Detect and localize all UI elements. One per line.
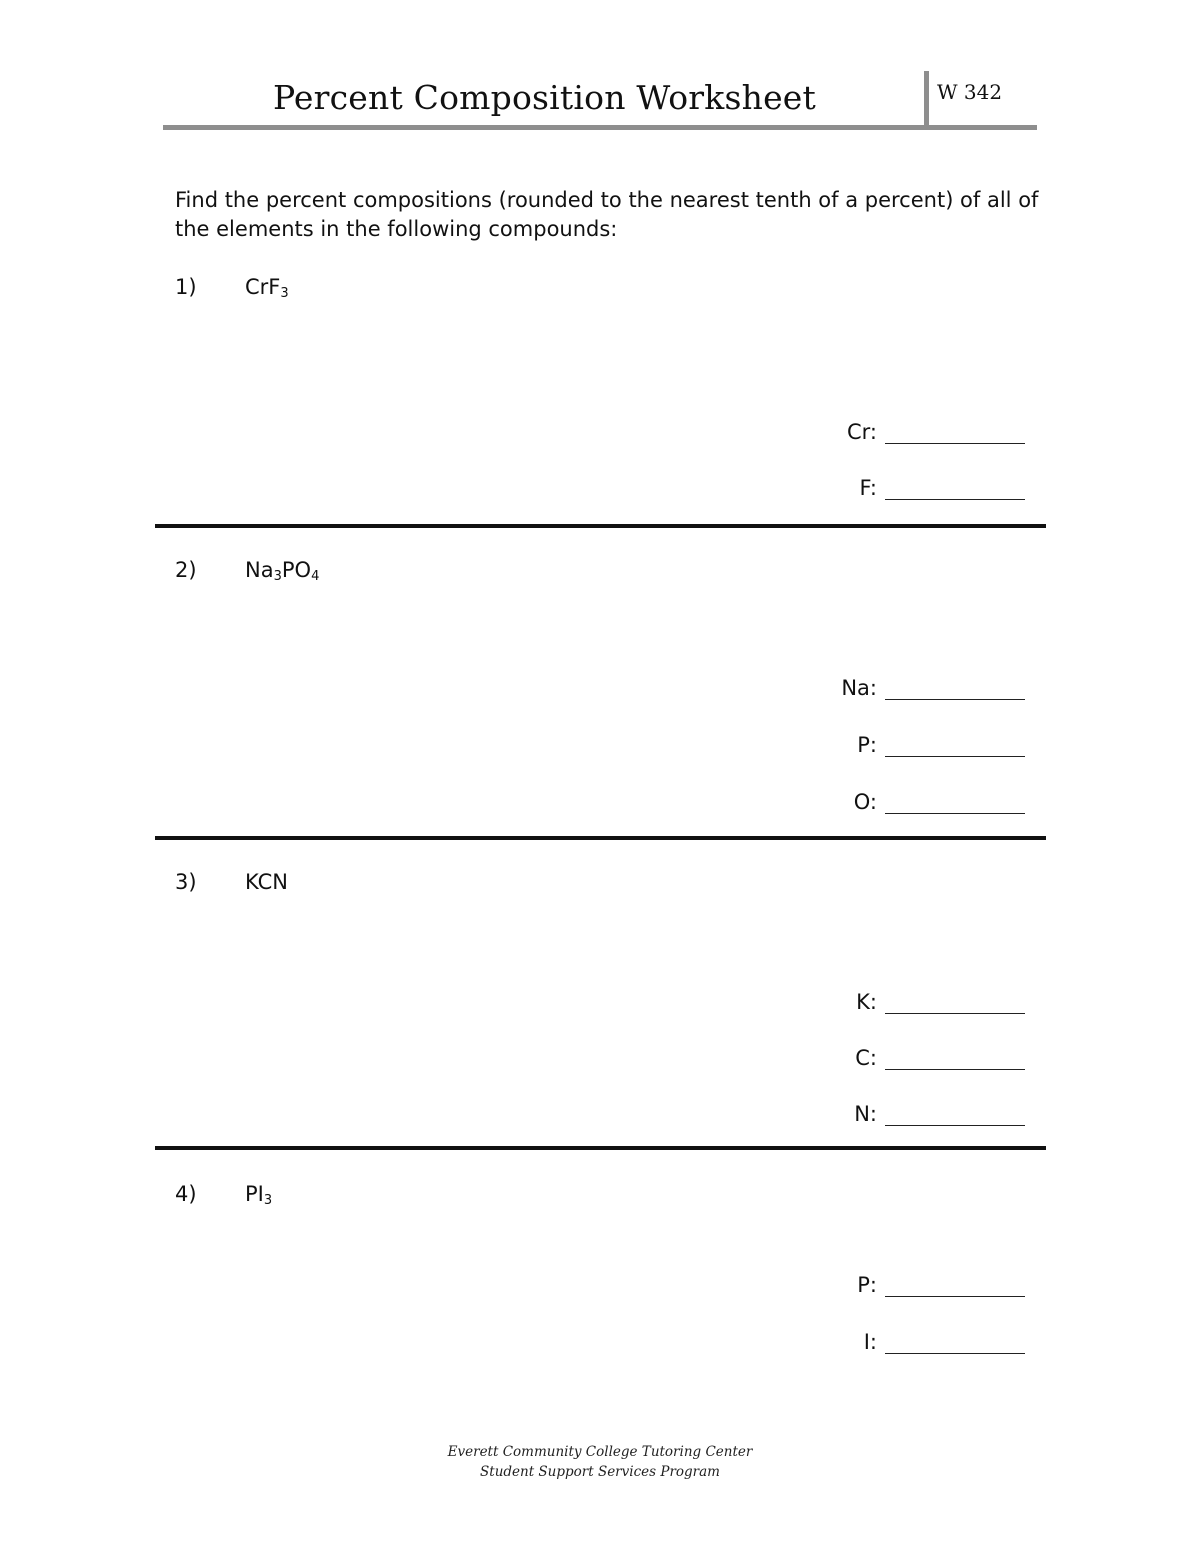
element-label: O:	[853, 790, 877, 814]
answer-row	[864, 1324, 1025, 1354]
worksheet-header	[163, 68, 1037, 132]
element-label: P:	[857, 733, 877, 757]
answer-blank[interactable]	[885, 1103, 1025, 1126]
element-label: Cr:	[846, 420, 877, 444]
section-divider	[155, 524, 1046, 528]
problem-2	[175, 558, 1035, 598]
answer-blank[interactable]	[885, 677, 1025, 700]
answer-blank[interactable]	[885, 991, 1025, 1014]
element-label: N:	[854, 1102, 877, 1126]
answer-row	[855, 1040, 1025, 1070]
answer-blank[interactable]	[885, 477, 1025, 500]
problem-1	[175, 275, 1035, 315]
answer-row	[854, 784, 1025, 814]
compound-formula: $PI_3$	[245, 1182, 273, 1208]
footer-line-1: Everett Community College Tutoring Center	[447, 1444, 753, 1460]
problem-number: 4)	[175, 1182, 197, 1206]
element-label: C:	[855, 1046, 877, 1070]
problem-number: 1)	[175, 275, 197, 299]
problem-3	[175, 870, 1035, 910]
answer-row	[854, 1096, 1025, 1126]
answer-blank[interactable]	[885, 1274, 1025, 1297]
answer-blank[interactable]	[885, 1331, 1025, 1354]
answer-row	[841, 670, 1025, 700]
element-label: F:	[859, 476, 877, 500]
problem-4	[175, 1182, 1035, 1222]
element-label: I:	[863, 1330, 877, 1354]
element-label: P:	[857, 1273, 877, 1297]
answer-row	[857, 1267, 1025, 1297]
answer-blank[interactable]	[885, 791, 1025, 814]
answer-row	[856, 984, 1025, 1014]
compound-formula: KCN	[245, 870, 288, 894]
header-divider	[924, 71, 929, 127]
answer-row	[857, 727, 1025, 757]
header-rule	[163, 125, 1037, 130]
answer-row	[859, 470, 1025, 500]
compound-formula: $Na_3PO_4$	[245, 558, 320, 584]
answer-row	[847, 414, 1025, 444]
section-divider	[155, 1146, 1046, 1150]
section-divider	[155, 836, 1046, 840]
worksheet-code: W 342	[937, 80, 1003, 104]
footer	[0, 1442, 1200, 1482]
element-label: Na:	[841, 676, 877, 700]
instructions: Find the percent compositions (rounded to the nearest tenth of a percent) of all of the elements in the following compounds:	[175, 188, 1039, 241]
answer-blank[interactable]	[885, 734, 1025, 757]
problem-number: 3)	[175, 870, 197, 894]
compound-formula: CrF$_3$	[245, 275, 289, 301]
problem-number: 2)	[175, 558, 197, 582]
element-label: K:	[856, 990, 877, 1014]
page-title: Percent Composition Worksheet	[273, 78, 816, 117]
answer-blank[interactable]	[885, 1047, 1025, 1070]
footer-line-2: Student Support Services Program	[480, 1464, 720, 1480]
answer-blank[interactable]	[885, 421, 1025, 444]
